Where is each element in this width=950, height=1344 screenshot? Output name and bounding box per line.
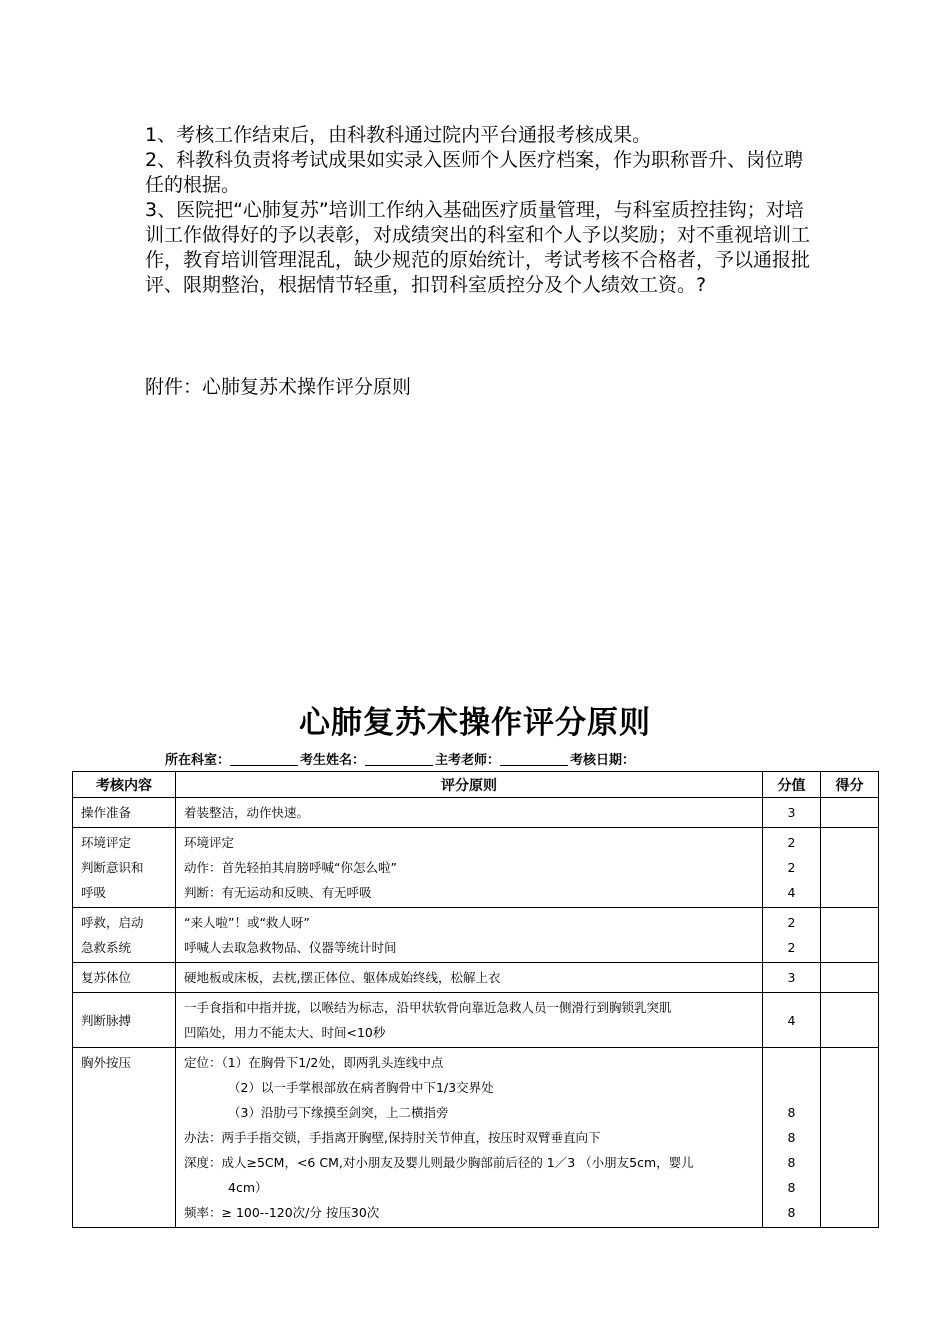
score-cell[interactable] bbox=[821, 908, 879, 963]
header-criteria: 评分原则 bbox=[176, 772, 763, 798]
row-category: 胸外按压 bbox=[73, 1048, 176, 1228]
row-category: 环境评定 判断意识和 呼吸 bbox=[73, 828, 176, 908]
row-points: 2 2 4 bbox=[763, 828, 821, 908]
name-label: 考生姓名： bbox=[300, 753, 366, 768]
row-criteria: 环境评定 动作：首先轻拍其肩膀呼喊“你怎么啦” 判断：有无运动和反映、有无呼吸 bbox=[176, 828, 763, 908]
header-content: 考核内容 bbox=[73, 772, 176, 798]
table-row bbox=[73, 798, 879, 828]
row-category: 复苏体位 bbox=[73, 963, 176, 993]
row-criteria: 定位：（1）在胸骨下1/2处，即两乳头连线中点 （2）以一手掌根部放在病者胸骨中下1/3交界处 （3）沿肋弓下缘摸至剑突，上二横指旁 办法：两手手指交锁，手指离开胸壁,保持肘关节伸直，按压时双臂垂直向下 深度：成人≥5CM，<6 CM,对小朋友及婴儿则最少胸部前后径的 1／3 （小朋友5cm，婴儿 4cm） 频率：≥ 100--120次/分 按压30次 bbox=[176, 1048, 763, 1228]
row-criteria: 一手食指和中指并拢，以喉结为标志，沿甲状软骨向靠近急救人员一侧滑行到胸锁乳突肌 凹陷处，用力不能太大、时间<10秒 bbox=[176, 993, 763, 1048]
department-field[interactable] bbox=[230, 752, 298, 766]
department-label: 所在科室： bbox=[165, 753, 231, 768]
intro-paragraph-2: 2、科教科负责将考试成果如实录入医师个人医疗档案，作为职称晋升、岗位聘任的根据。 bbox=[145, 149, 804, 196]
row-criteria: 硬地板或床板，去枕,摆正体位、躯体成始终线，松解上衣 bbox=[176, 963, 763, 993]
row-category: 操作准备 bbox=[73, 798, 176, 828]
row-points: 8 8 8 8 8 bbox=[763, 1048, 821, 1228]
score-cell[interactable] bbox=[821, 1048, 879, 1228]
row-points: 3 bbox=[763, 963, 821, 993]
header-points: 分值 bbox=[763, 772, 821, 798]
row-points: 4 bbox=[763, 993, 821, 1048]
teacher-label: 主考老师： bbox=[435, 753, 501, 768]
row-category: 呼救，启动 急救系统 bbox=[73, 908, 176, 963]
table-row bbox=[73, 963, 879, 993]
header-score: 得分 bbox=[821, 772, 879, 798]
score-cell[interactable] bbox=[821, 828, 879, 908]
name-field[interactable] bbox=[365, 752, 433, 766]
table-header-row bbox=[73, 772, 879, 798]
intro-paragraph-1: 1、考核工作结束后，由科教科通过院内平台通报考核成果。 bbox=[145, 124, 652, 146]
score-cell[interactable] bbox=[821, 993, 879, 1048]
teacher-field[interactable] bbox=[500, 752, 568, 766]
form-meta bbox=[165, 749, 635, 768]
score-cell[interactable] bbox=[821, 963, 879, 993]
table-row bbox=[73, 1048, 879, 1228]
row-points: 2 2 bbox=[763, 908, 821, 963]
form-title: 心肺复苏术操作评分原则 bbox=[299, 705, 651, 741]
row-criteria: 着装整洁，动作快速。 bbox=[176, 798, 763, 828]
row-criteria: “来人啦”！或“救人呀” 呼喊人去取急救物品、仪器等统计时间 bbox=[176, 908, 763, 963]
row-category: 判断脉搏 bbox=[73, 993, 176, 1048]
attachment-note: 附件：心肺复苏术操作评分原则 bbox=[145, 376, 412, 398]
table-row bbox=[73, 908, 879, 963]
score-cell[interactable] bbox=[821, 798, 879, 828]
table-row bbox=[73, 828, 879, 908]
table-row bbox=[73, 993, 879, 1048]
row-points: 3 bbox=[763, 798, 821, 828]
intro-text bbox=[145, 123, 810, 298]
scoring-table bbox=[72, 771, 879, 1228]
intro-paragraph-3: 3、医院把“心肺复苏”培训工作纳入基础医疗质量管理，与科室质控挂钩；对培训工作做得好的予以表彰，对成绩突出的科室和个人予以奖励；对不重视培训工作，教育培训管理混乱，缺少规范的原始统计，考试考核不合格者，予以通报批评、限期整治，根据情节轻重，扣罚科室质控分及个人绩效工资。? bbox=[145, 199, 811, 296]
date-label: 考核日期： bbox=[570, 753, 636, 768]
